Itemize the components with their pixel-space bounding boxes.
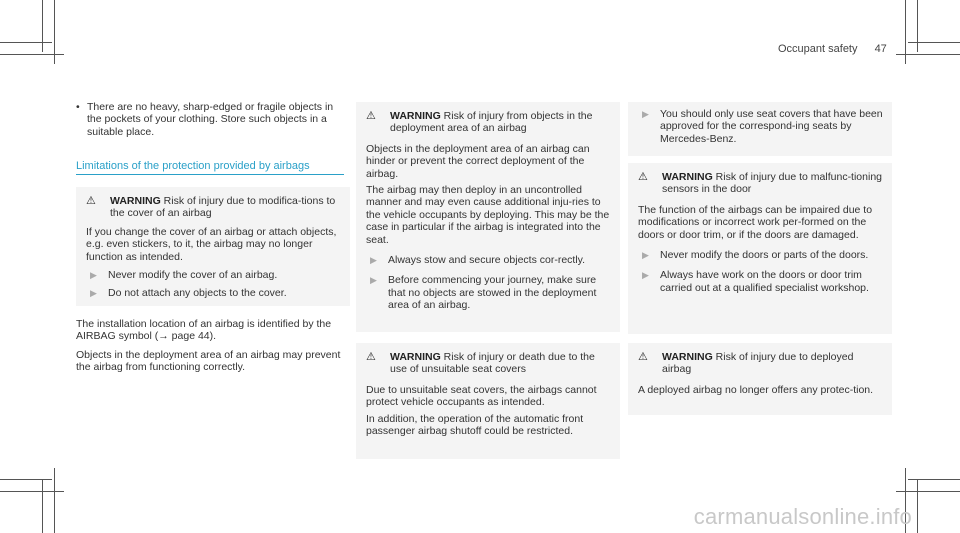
crop-mark	[917, 480, 918, 533]
warning-keyword: WARNING	[390, 351, 441, 363]
body-paragraph: Objects in the deployment area of an airbag may prevent the airbag from functioning correctly.	[76, 349, 341, 374]
warning-box	[628, 343, 892, 415]
warning-keyword: WARNING	[662, 351, 713, 363]
warning-triangle-icon: ⚠	[86, 195, 96, 207]
step-text: Never modify the cover of an airbag.	[108, 269, 278, 282]
warning-box	[356, 102, 620, 332]
warning-step	[632, 249, 884, 261]
warning-box-continued	[628, 102, 892, 156]
step-arrow-icon: ▶	[642, 109, 649, 119]
step-arrow-icon: ▶	[642, 250, 649, 261]
warning-header	[86, 195, 342, 220]
warning-title: Risk of injury due to malfunc-tioning sensors in the door	[662, 171, 883, 196]
step-text: Never modify the doors or parts of the doors.	[660, 249, 869, 262]
warning-header	[366, 351, 612, 376]
warning-title: Risk of injury due to modifica-tions to the cover of an airbag	[110, 195, 336, 220]
crop-mark	[42, 480, 43, 533]
crop-mark	[917, 0, 918, 52]
warning-body: The function of the airbags can be impaired due to modifications or incorrect work per-formed on the doors or door trim, or if the doors are damaged.	[638, 203, 873, 241]
page-number: 47	[874, 43, 887, 55]
warning-keyword: WARNING	[662, 171, 713, 183]
crop-mark	[896, 54, 960, 55]
warning-step	[632, 269, 884, 294]
crop-mark	[0, 491, 64, 492]
crop-mark	[896, 491, 960, 492]
warning-body: The airbag may then deploy in an uncontrolled manner and may even cause additional inju-ries to the vehicle occupants by deploying. This may be the case in particular if the airbag is integrated into the seat.	[366, 184, 610, 246]
warning-header	[366, 110, 612, 135]
crop-mark	[908, 479, 960, 480]
warning-step	[360, 274, 612, 311]
crop-mark	[54, 468, 55, 533]
warning-triangle-icon: ⚠	[638, 351, 648, 363]
warning-header	[638, 171, 884, 196]
crop-mark	[42, 0, 43, 52]
warning-header	[638, 351, 884, 376]
step-text: Always stow and secure objects cor-rectly.	[388, 254, 586, 267]
body-paragraph: The installation location of an airbag is identified by the AIRBAG symbol (→ page 44).	[76, 318, 332, 343]
crop-mark	[0, 42, 52, 43]
warning-body: Due to unsuitable seat covers, the airbags cannot protect vehicle occupants as intended.	[366, 383, 597, 409]
warning-triangle-icon: ⚠	[366, 351, 376, 363]
warning-body: If you change the cover of an airbag or attach objects, e.g. even stickers, to it, the airbag may no longer function as intended.	[86, 225, 337, 263]
bullet-item: • There are no heavy, sharp-edged or fragile objects in the pockets of your clothing. Store such objects in a suitable place.	[87, 101, 349, 138]
crop-mark	[0, 54, 64, 55]
step-arrow-icon: ▶	[370, 275, 377, 286]
warning-keyword: WARNING	[110, 195, 161, 207]
warning-step	[632, 108, 884, 145]
warning-title: Risk of injury due to deployed airbag	[662, 351, 854, 376]
step-arrow-icon: ▶	[90, 288, 97, 299]
warning-body: Objects in the deployment area of an airbag can hinder or prevent the correct deployment of the airbag.	[366, 142, 590, 180]
watermark: carmanualsonline.info	[693, 503, 912, 529]
step-arrow-icon: ▶	[370, 255, 377, 266]
section-title: Limitations of the protection provided by airbags	[76, 160, 344, 175]
warning-keyword: WARNING	[390, 110, 441, 122]
warning-box	[628, 163, 892, 334]
step-text: Do not attach any objects to the cover.	[108, 287, 287, 300]
step-text: Always have work on the doors or door trim carried out at a qualified specialist workshop.	[660, 269, 869, 294]
crop-mark	[0, 479, 52, 480]
step-text: Before commencing your journey, make sure that no objects are stowed in the deployment area of an airbag.	[388, 274, 597, 312]
crop-mark	[908, 42, 960, 43]
section-name: Occupant safety	[778, 43, 858, 55]
warning-body: A deployed airbag no longer offers any protec-tion.	[638, 383, 874, 396]
warning-step	[80, 287, 342, 299]
warning-triangle-icon: ⚠	[366, 110, 376, 122]
warning-body: In addition, the operation of the automatic front passenger airbag shutoff could be restricted.	[366, 412, 584, 438]
warning-title: Risk of injury or death due to the use of unsuitable seat covers	[390, 351, 595, 376]
step-text: You should only use seat covers that have been approved for the correspond-ing seats by Mercedes-Benz.	[660, 108, 883, 145]
step-arrow-icon: ▶	[90, 270, 97, 281]
warning-title: Risk of injury from objects in the deployment area of an airbag	[390, 110, 593, 135]
step-arrow-icon: ▶	[642, 270, 649, 281]
running-header	[778, 43, 887, 55]
warning-triangle-icon: ⚠	[638, 171, 648, 183]
warning-box	[356, 343, 620, 459]
warning-step	[80, 269, 342, 281]
warning-step	[360, 254, 612, 266]
warning-box	[76, 187, 350, 306]
